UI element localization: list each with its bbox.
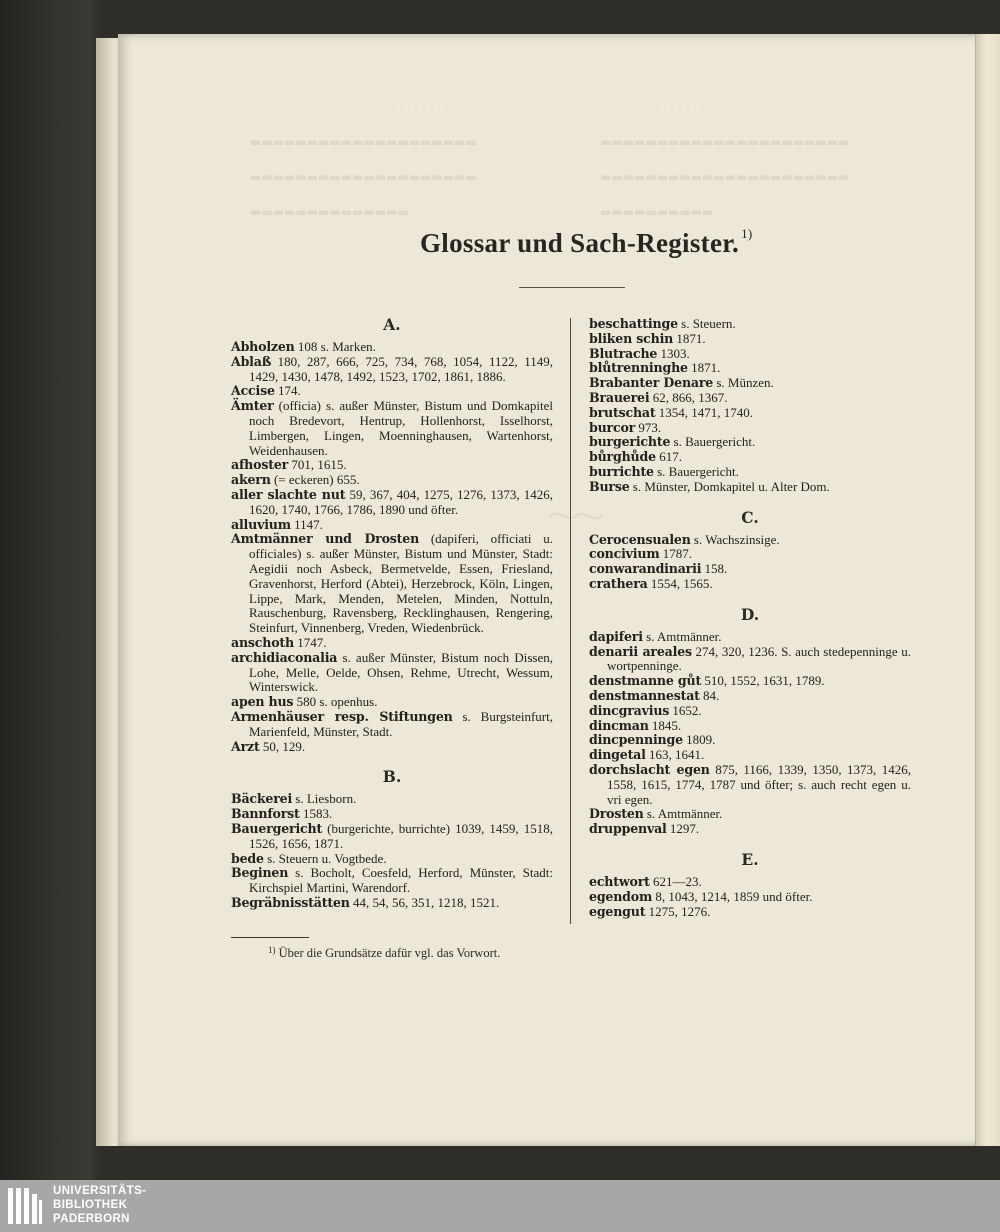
entry-references: 274, 320, 1236. S. auch stedepenninge u. wortpenninge. — [607, 643, 912, 674]
library-name-line: PADERBORN — [53, 1213, 130, 1225]
register-entry — [231, 807, 553, 822]
entry-references: 1554, 1565. — [647, 575, 713, 591]
entry-references: 1871. — [673, 330, 706, 346]
library-footer — [0, 1180, 1000, 1232]
entry-references: 163, 1641. — [645, 747, 705, 763]
register-entry — [231, 532, 553, 636]
register-entry — [231, 852, 553, 867]
entry-references: 1845. — [648, 717, 682, 733]
entry-headword: denstmannestat — [589, 687, 700, 703]
entry-references: (= eckeren) 655. — [270, 472, 360, 488]
entry-headword: dincpenninge — [589, 732, 683, 748]
entry-references: 44, 54, 56, 351, 1218, 1521. — [349, 894, 500, 910]
show-through-text: ▬▬▬▬▬▬▬▬▬▬▬▬▬▬▬▬▬▬▬▬ — [250, 135, 477, 149]
footnote-mark: 1) — [268, 945, 276, 955]
entry-headword: aller slachte nut — [231, 486, 346, 502]
register-entry — [589, 465, 911, 480]
register-entry — [589, 630, 911, 645]
register-entry — [231, 518, 553, 533]
footnote — [268, 945, 500, 961]
left-column — [231, 315, 553, 911]
entry-references: s. Wachszinsige. — [690, 531, 780, 547]
entry-headword: egengut — [589, 903, 646, 919]
show-through-text: ▬▬▬▬▬▬▬▬▬▬▬▬▬▬▬▬▬▬▬▬▬▬ — [600, 135, 850, 149]
register-entry — [589, 347, 911, 362]
entry-headword: Armenhäuser resp. Stiftungen — [231, 708, 453, 724]
entry-references: 973. — [635, 419, 662, 435]
register-entry — [231, 340, 553, 355]
entry-headword: Beginen — [231, 865, 289, 881]
section-letter: C. — [741, 507, 759, 527]
entry-references: 580 s. openhus. — [293, 694, 378, 710]
column-divider — [570, 318, 571, 924]
entry-references: s. Bocholt, Coesfeld, Herford, Münster, Stadt: Kirchspiel Martini, Warendorf. — [249, 865, 553, 896]
entry-references: 1354, 1471, 1740. — [655, 404, 754, 420]
register-entry — [231, 740, 553, 755]
entry-headword: Amtmänner und Drosten — [231, 531, 420, 547]
entry-headword: Brauerei — [589, 389, 650, 405]
entry-references: 84. — [699, 687, 720, 703]
entry-references: 510, 1552, 1631, 1789. — [701, 673, 825, 689]
entry-headword: Abholzen — [231, 339, 295, 354]
entry-references: (burgerichte, burrichte) 1039, 1459, 1518, 1526, 1656, 1871. — [249, 820, 553, 851]
show-through-text: ▬▬▬▬▬▬▬▬▬▬▬▬▬▬▬▬▬▬▬▬▬▬ — [600, 170, 850, 184]
show-through-text: ▬▬▬▬▬▬▬▬▬▬ — [600, 205, 714, 219]
show-through-text: ▬▬▬▬▬▬▬▬▬▬▬▬▬▬▬▬▬▬▬▬ — [250, 170, 477, 184]
entry-headword: Bannforst — [231, 806, 300, 822]
show-through-text: · · · · · · · · · · · · · · · · · · · — [640, 100, 782, 114]
register-entry — [589, 674, 911, 689]
entry-headword: blůtrenninghe — [589, 360, 688, 376]
register-entry — [589, 822, 911, 837]
register-entry — [589, 875, 911, 890]
entry-references: 180, 287, 666, 725, 734, 768, 1054, 1122, 1149, 1429, 1430, 1478, 1492, 1523, 1702, 1861, 1886. — [249, 353, 553, 384]
register-entry — [231, 695, 553, 710]
register-entry — [231, 866, 553, 896]
entry-references: s. außer Münster, Bistum noch Dissen, Lohe, Melle, Oelde, Ohsen, Rehme, Utrecht, Wessum, Winterswick. — [249, 649, 553, 695]
entry-headword: bůrghůde — [589, 449, 656, 465]
library-name-line: UNIVERSITÄTS- — [53, 1185, 147, 1197]
entry-headword: burcor — [589, 419, 636, 435]
entry-references: 174. — [274, 383, 301, 399]
register-entry — [589, 577, 911, 592]
entry-headword: Bäckerei — [231, 791, 293, 807]
entry-headword: Burse — [589, 478, 630, 494]
university-library-logo-icon — [6, 1185, 44, 1227]
register-entry — [231, 384, 553, 399]
title-footnote-mark: 1) — [741, 226, 753, 241]
entry-headword: Accise — [231, 383, 275, 399]
entry-headword: bliken schin — [589, 330, 674, 346]
entry-references: 1747. — [294, 634, 327, 650]
entry-references: s. Amtmänner. — [642, 628, 722, 644]
register-entry — [589, 719, 911, 734]
register-entry — [231, 473, 553, 488]
entry-references: 621—23. — [649, 873, 702, 889]
entry-headword: conwarandinarii — [589, 561, 702, 577]
register-entry — [589, 689, 911, 704]
register-entry — [589, 406, 911, 421]
register-entry — [589, 763, 911, 807]
entry-headword: Bauergericht — [231, 820, 323, 836]
page-title — [420, 226, 753, 259]
register-entry — [231, 651, 553, 695]
entry-references: 108 s. Marken. — [294, 339, 376, 354]
register-entry — [231, 896, 553, 911]
register-entry — [231, 636, 553, 651]
entry-headword: dincman — [589, 717, 649, 733]
register-entry — [589, 547, 911, 562]
title-rule — [519, 287, 625, 288]
section-letter: B. — [382, 767, 402, 787]
entry-headword: dapiferi — [589, 628, 643, 644]
entry-headword: dorchslacht egen — [589, 761, 710, 777]
entry-headword: anschoth — [231, 634, 295, 650]
entry-references: 8, 1043, 1214, 1859 und öfter. — [652, 888, 813, 904]
entry-references: 62, 866, 1367. — [649, 389, 728, 405]
register-entry — [231, 458, 553, 473]
entry-references: 59, 367, 404, 1275, 1276, 1373, 1426, 1620, 1740, 1766, 1786, 1890 und öfter. — [249, 486, 553, 517]
entry-headword: egendom — [589, 888, 653, 904]
register-entry — [589, 890, 911, 905]
entry-headword: burgerichte — [589, 434, 671, 450]
register-entry — [589, 391, 911, 406]
entry-references: 1787. — [659, 546, 692, 562]
register-entry — [589, 562, 911, 577]
entry-references: s. Bauergericht. — [653, 463, 739, 479]
register-entry — [231, 355, 553, 385]
show-through-text: ▬▬▬▬▬▬▬▬▬▬▬▬▬▬ — [250, 205, 409, 219]
entry-headword: burrichte — [589, 463, 654, 479]
entry-headword: Brabanter Denare — [589, 375, 714, 391]
register-entry — [589, 376, 911, 391]
entry-headword: bede — [231, 850, 264, 866]
section-letter: E. — [741, 849, 759, 869]
entry-references: s. Münster, Domkapitel u. Alter Dom. — [629, 478, 830, 494]
register-entry — [231, 822, 553, 852]
register-entry — [231, 792, 553, 807]
entry-references: 1809. — [682, 732, 716, 748]
entry-headword: dingetal — [589, 747, 646, 763]
register-entry — [589, 748, 911, 763]
show-through-text: · · · · · · · · · · · · · · · · · · · · · — [300, 100, 457, 114]
entry-references: 701, 1615. — [288, 457, 347, 473]
register-entry — [589, 645, 911, 675]
library-name — [53, 1184, 146, 1226]
entry-references: 158. — [701, 561, 728, 577]
entry-references: s. Burgsteinfurt, Marienfeld, Münster, Stadt. — [249, 708, 553, 739]
register-entry — [589, 361, 911, 376]
right-column — [589, 317, 911, 919]
library-name-line: BIBLIOTHEK — [53, 1199, 128, 1211]
register-entry — [589, 332, 911, 347]
entry-references: s. Amtmänner. — [643, 806, 723, 822]
entry-headword: beschattinge — [589, 316, 678, 331]
next-page-edge — [975, 34, 1000, 1146]
entry-headword: echtwort — [589, 873, 650, 889]
entry-headword: Ablaß — [231, 353, 272, 369]
entry-references: 875, 1166, 1339, 1350, 1373, 1426, 1558, 1615, 1774, 1787 und öfter; s. auch recht egen u. vri egen. — [607, 761, 911, 807]
entry-headword: Ämter — [231, 398, 274, 414]
entry-headword: afhoster — [231, 457, 289, 473]
entry-references: (dapiferi, officiati u. officiales) s. außer Münster, Bistum und Münster, Stadt: Aegidii noch Asbeck, Bermetvelde, Essen, Friesland, Gravenhorst, Herford (Abtei), Herzebrock, Köln, Lingen, Lippe, Mark, Menden, Metelen, Minden, Nottuln, Rauschenburg, Ravensberg, Recklinghausen, Rengering, Steinfurt, Vinnenberg, Vreden, Wiedenbrück. — [249, 531, 553, 636]
register-entry — [589, 905, 911, 920]
entry-references: s. Bauergericht. — [670, 434, 756, 450]
entry-headword: Arzt — [231, 738, 260, 754]
entry-references: 1583. — [299, 806, 333, 822]
footnote-rule — [231, 937, 309, 938]
entry-headword: denstmanne gůt — [589, 673, 702, 689]
register-entry — [589, 480, 911, 495]
entry-headword: archidiaconalia — [231, 649, 338, 665]
entry-references: 1652. — [669, 702, 702, 718]
entry-headword: brutschat — [589, 404, 656, 420]
entry-headword: denarii areales — [589, 643, 692, 659]
entry-headword: druppenval — [589, 821, 667, 837]
entry-headword: Begräbnisstätten — [231, 894, 350, 910]
entry-references: 1275, 1276. — [645, 903, 711, 919]
register-entry — [589, 435, 911, 450]
entry-references: 617. — [655, 449, 682, 465]
section-letter: D. — [740, 604, 760, 624]
entry-references: 1147. — [290, 516, 323, 532]
register-entry — [589, 421, 911, 436]
entry-references: s. Liesborn. — [292, 791, 357, 807]
entry-headword: Drosten — [589, 806, 644, 822]
register-entry — [589, 733, 911, 748]
register-entry — [589, 450, 911, 465]
page-title-text: Glossar und Sach-Register. — [420, 228, 740, 258]
register-entry — [589, 807, 911, 822]
entry-references: s. Steuern u. Vogtbede. — [263, 850, 387, 866]
entry-headword: akern — [231, 472, 271, 488]
register-entry — [589, 317, 911, 332]
section-letter: A. — [383, 315, 401, 334]
register-entry — [589, 533, 911, 548]
entry-headword: Cerocensualen — [589, 531, 691, 547]
entry-references: 1871. — [687, 360, 721, 376]
entry-headword: dincgravius — [589, 702, 670, 718]
register-entry — [231, 488, 553, 518]
register-entry — [231, 710, 553, 740]
entry-references: 50, 129. — [259, 738, 306, 754]
entry-references: 1303. — [657, 345, 690, 361]
register-entry — [231, 399, 553, 458]
entry-references: s. Steuern. — [677, 316, 736, 331]
entry-headword: crathera — [589, 575, 648, 591]
entry-headword: apen hus — [231, 694, 294, 710]
entry-references: 1297. — [666, 821, 700, 837]
footnote-text: Über die Grundsätze dafür vgl. das Vorwort. — [275, 946, 501, 960]
register-entry — [589, 704, 911, 719]
entry-references: s. Münzen. — [713, 375, 774, 391]
entry-headword: alluvium — [231, 516, 291, 532]
entry-references: (officia) s. außer Münster, Bistum und Domkapitel noch Bredevort, Hentrup, Hollenhorst, Isselhorst, Limbergen, Lingen, Moenninghausen, Wartenhorst, Weidenhausen. — [249, 398, 553, 458]
entry-headword: Blutrache — [589, 345, 658, 361]
entry-headword: concivium — [589, 546, 660, 562]
